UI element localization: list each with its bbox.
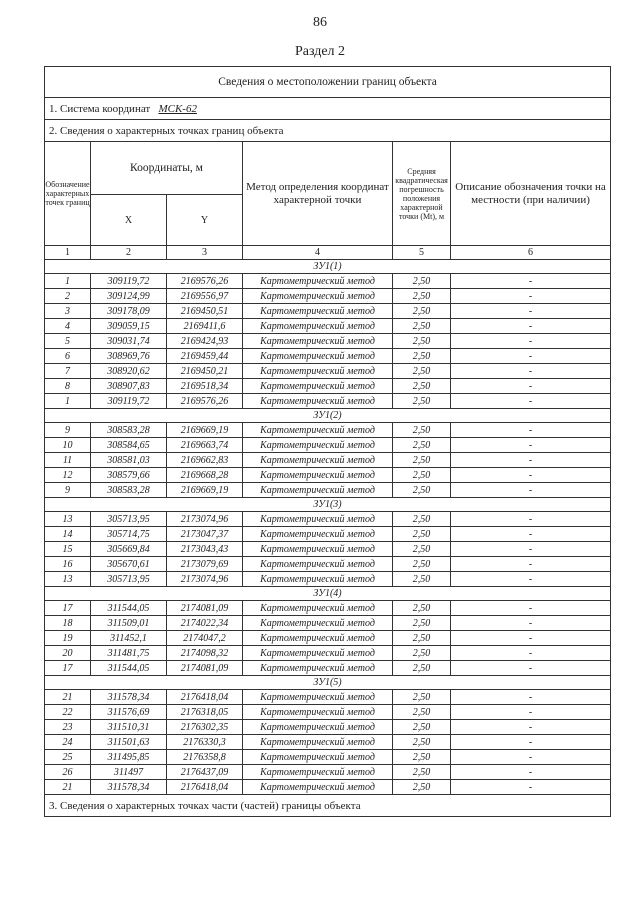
- x-cell: 311544,05: [91, 601, 167, 616]
- point-cell: 8: [45, 379, 91, 394]
- mt-cell: 2,50: [393, 750, 451, 765]
- point-cell: 21: [45, 780, 91, 795]
- y-cell: 2169576,26: [167, 394, 243, 409]
- method-cell: Картометрический метод: [243, 750, 393, 765]
- column-number: 6: [451, 246, 611, 260]
- description-cell: -: [451, 468, 611, 483]
- y-cell: 2169669,19: [167, 483, 243, 498]
- x-cell: 309178,09: [91, 304, 167, 319]
- y-cell: 2174081,09: [167, 661, 243, 676]
- description-cell: -: [451, 483, 611, 498]
- x-cell: 311576,69: [91, 705, 167, 720]
- x-cell: 308583,28: [91, 423, 167, 438]
- description-cell: -: [451, 349, 611, 364]
- method-cell: Картометрический метод: [243, 334, 393, 349]
- point-cell: 26: [45, 765, 91, 780]
- table-row: [45, 690, 611, 705]
- y-cell: 2176418,04: [167, 690, 243, 705]
- mt-cell: 2,50: [393, 453, 451, 468]
- column-number: 4: [243, 246, 393, 260]
- table-row: [45, 364, 611, 379]
- method-cell: Картометрический метод: [243, 319, 393, 334]
- group-row: [45, 498, 611, 512]
- y-cell: 2173079,69: [167, 557, 243, 572]
- method-cell: Картометрический метод: [243, 483, 393, 498]
- table-row: [45, 542, 611, 557]
- description-cell: -: [451, 453, 611, 468]
- x-cell: 311495,85: [91, 750, 167, 765]
- mt-cell: 2,50: [393, 527, 451, 542]
- method-cell: Картометрический метод: [243, 690, 393, 705]
- table-row: [45, 616, 611, 631]
- x-cell: 309059,15: [91, 319, 167, 334]
- table-row: [45, 394, 611, 409]
- point-cell: 2: [45, 289, 91, 304]
- mt-cell: 2,50: [393, 646, 451, 661]
- x-cell: 308907,83: [91, 379, 167, 394]
- group-row: [45, 409, 611, 423]
- method-cell: Картометрический метод: [243, 289, 393, 304]
- point-cell: 18: [45, 616, 91, 631]
- header-point-designation: Обозначение характерных точек границ: [45, 142, 91, 246]
- y-cell: 2176437,09: [167, 765, 243, 780]
- description-cell: -: [451, 334, 611, 349]
- method-cell: Картометрический метод: [243, 720, 393, 735]
- method-cell: Картометрический метод: [243, 438, 393, 453]
- x-cell: 308581,03: [91, 453, 167, 468]
- column-number: 3: [167, 246, 243, 260]
- x-cell: 309119,72: [91, 274, 167, 289]
- description-cell: -: [451, 631, 611, 646]
- description-cell: -: [451, 512, 611, 527]
- description-cell: -: [451, 616, 611, 631]
- method-cell: Картометрический метод: [243, 423, 393, 438]
- description-cell: -: [451, 557, 611, 572]
- method-cell: Картометрический метод: [243, 379, 393, 394]
- mt-cell: 2,50: [393, 705, 451, 720]
- y-cell: 2169556,97: [167, 289, 243, 304]
- column-number: 5: [393, 246, 451, 260]
- mt-cell: 2,50: [393, 304, 451, 319]
- x-cell: 309119,72: [91, 394, 167, 409]
- description-cell: -: [451, 765, 611, 780]
- point-cell: 3: [45, 304, 91, 319]
- y-cell: 2169518,34: [167, 379, 243, 394]
- point-cell: 23: [45, 720, 91, 735]
- y-cell: 2176358,8: [167, 750, 243, 765]
- table-row: [45, 631, 611, 646]
- description-cell: -: [451, 304, 611, 319]
- table-row: [45, 512, 611, 527]
- description-cell: -: [451, 364, 611, 379]
- y-cell: 2169576,26: [167, 274, 243, 289]
- y-cell: 2173074,96: [167, 512, 243, 527]
- table-row: [45, 483, 611, 498]
- x-cell: 308579,66: [91, 468, 167, 483]
- method-cell: Картометрический метод: [243, 661, 393, 676]
- point-cell: 9: [45, 483, 91, 498]
- header-method: Метод определения координат характерной точки: [243, 142, 393, 246]
- group-row: [45, 587, 611, 601]
- x-cell: 311501,63: [91, 735, 167, 750]
- mt-cell: 2,50: [393, 319, 451, 334]
- description-cell: -: [451, 690, 611, 705]
- table-row: [45, 304, 611, 319]
- y-cell: 2169662,83: [167, 453, 243, 468]
- y-cell: 2174098,32: [167, 646, 243, 661]
- method-cell: Картометрический метод: [243, 453, 393, 468]
- table-row: [45, 601, 611, 616]
- point-cell: 22: [45, 705, 91, 720]
- x-cell: 309124,99: [91, 289, 167, 304]
- y-cell: 2173074,96: [167, 572, 243, 587]
- mt-cell: 2,50: [393, 542, 451, 557]
- y-cell: 2176418,04: [167, 780, 243, 795]
- mt-cell: 2,50: [393, 735, 451, 750]
- x-cell: 309031,74: [91, 334, 167, 349]
- mt-cell: 2,50: [393, 334, 451, 349]
- table-row: [45, 468, 611, 483]
- y-cell: 2169450,21: [167, 364, 243, 379]
- x-cell: 311481,75: [91, 646, 167, 661]
- method-cell: Картометрический метод: [243, 735, 393, 750]
- y-cell: 2174047,2: [167, 631, 243, 646]
- mt-cell: 2,50: [393, 557, 451, 572]
- table-row: [45, 572, 611, 587]
- table-row: [45, 720, 611, 735]
- description-cell: -: [451, 319, 611, 334]
- method-cell: Картометрический метод: [243, 364, 393, 379]
- description-cell: -: [451, 750, 611, 765]
- x-cell: 311509,01: [91, 616, 167, 631]
- x-cell: 305714,75: [91, 527, 167, 542]
- x-cell: 308969,76: [91, 349, 167, 364]
- group-row: [45, 260, 611, 274]
- description-cell: -: [451, 394, 611, 409]
- mt-cell: 2,50: [393, 274, 451, 289]
- group-row: [45, 676, 611, 690]
- x-cell: 308584,65: [91, 438, 167, 453]
- y-cell: 2176318,05: [167, 705, 243, 720]
- mt-cell: 2,50: [393, 349, 451, 364]
- header-y: Y: [167, 195, 243, 246]
- mt-cell: 2,50: [393, 364, 451, 379]
- method-cell: Картометрический метод: [243, 349, 393, 364]
- point-cell: 7: [45, 364, 91, 379]
- y-cell: 2169663,74: [167, 438, 243, 453]
- coord-system-row: [45, 98, 611, 120]
- table-row: [45, 349, 611, 364]
- table-row: [45, 765, 611, 780]
- description-cell: -: [451, 661, 611, 676]
- x-cell: 311578,34: [91, 690, 167, 705]
- header-x: X: [91, 195, 167, 246]
- point-cell: 16: [45, 557, 91, 572]
- y-cell: 2173043,43: [167, 542, 243, 557]
- mt-cell: 2,50: [393, 720, 451, 735]
- description-cell: -: [451, 438, 611, 453]
- x-cell: 311452,1: [91, 631, 167, 646]
- description-cell: -: [451, 735, 611, 750]
- point-cell: 6: [45, 349, 91, 364]
- points-info: 2. Сведения о характерных точках границ объекта: [45, 120, 611, 142]
- table-row: [45, 334, 611, 349]
- mt-cell: 2,50: [393, 631, 451, 646]
- mt-cell: 2,50: [393, 423, 451, 438]
- mt-cell: 2,50: [393, 289, 451, 304]
- point-cell: 10: [45, 438, 91, 453]
- description-cell: -: [451, 542, 611, 557]
- point-cell: 12: [45, 468, 91, 483]
- group-name: ЗУ1(1): [45, 260, 611, 274]
- description-cell: -: [451, 705, 611, 720]
- method-cell: Картометрический метод: [243, 304, 393, 319]
- table-row: [45, 780, 611, 795]
- point-cell: 20: [45, 646, 91, 661]
- x-cell: 311497: [91, 765, 167, 780]
- mt-cell: 2,50: [393, 616, 451, 631]
- point-cell: 4: [45, 319, 91, 334]
- table-row: [45, 527, 611, 542]
- mt-cell: 2,50: [393, 661, 451, 676]
- section-title: Раздел 2: [294, 44, 346, 59]
- mt-cell: 2,50: [393, 438, 451, 453]
- method-cell: Картометрический метод: [243, 601, 393, 616]
- y-cell: 2176330,3: [167, 735, 243, 750]
- method-cell: Картометрический метод: [243, 557, 393, 572]
- coord-system-value: МСК-62: [158, 102, 197, 115]
- table-row: [45, 705, 611, 720]
- description-cell: -: [451, 527, 611, 542]
- method-cell: Картометрический метод: [243, 542, 393, 557]
- method-cell: Картометрический метод: [243, 274, 393, 289]
- x-cell: 305713,95: [91, 512, 167, 527]
- point-cell: 1: [45, 394, 91, 409]
- group-name: ЗУ1(3): [45, 498, 611, 512]
- point-cell: 17: [45, 601, 91, 616]
- y-cell: 2169411,6: [167, 319, 243, 334]
- description-cell: -: [451, 274, 611, 289]
- point-cell: 17: [45, 661, 91, 676]
- method-cell: Картометрический метод: [243, 468, 393, 483]
- method-cell: Картометрический метод: [243, 765, 393, 780]
- point-cell: 21: [45, 690, 91, 705]
- y-cell: 2176302,35: [167, 720, 243, 735]
- table-row: [45, 289, 611, 304]
- y-cell: 2174022,34: [167, 616, 243, 631]
- x-cell: 311544,05: [91, 661, 167, 676]
- description-cell: -: [451, 646, 611, 661]
- point-cell: 9: [45, 423, 91, 438]
- table-row: [45, 319, 611, 334]
- y-cell: 2173047,37: [167, 527, 243, 542]
- mt-cell: 2,50: [393, 468, 451, 483]
- parts-info: 3. Сведения о характерных точках части (частей) границы объекта: [45, 795, 611, 817]
- table-row: [45, 379, 611, 394]
- table-row: [45, 423, 611, 438]
- table-row: [45, 735, 611, 750]
- description-cell: -: [451, 572, 611, 587]
- x-cell: 305713,95: [91, 572, 167, 587]
- y-cell: 2169669,19: [167, 423, 243, 438]
- x-cell: 305670,61: [91, 557, 167, 572]
- method-cell: Картометрический метод: [243, 780, 393, 795]
- description-cell: -: [451, 423, 611, 438]
- x-cell: 308920,62: [91, 364, 167, 379]
- method-cell: Картометрический метод: [243, 527, 393, 542]
- point-cell: 19: [45, 631, 91, 646]
- description-cell: -: [451, 289, 611, 304]
- y-cell: 2169459,44: [167, 349, 243, 364]
- point-cell: 24: [45, 735, 91, 750]
- point-cell: 13: [45, 572, 91, 587]
- method-cell: Картометрический метод: [243, 646, 393, 661]
- description-cell: -: [451, 379, 611, 394]
- table-row: [45, 750, 611, 765]
- page-number: 86: [313, 15, 327, 30]
- coord-system-label: 1. Система координат: [49, 102, 151, 115]
- table-row: [45, 646, 611, 661]
- mt-cell: 2,50: [393, 379, 451, 394]
- mt-cell: 2,50: [393, 483, 451, 498]
- header-description: Описание обозначения точки на местности (при наличии): [451, 142, 611, 246]
- y-cell: 2174081,09: [167, 601, 243, 616]
- y-cell: 2169668,28: [167, 468, 243, 483]
- mt-cell: 2,50: [393, 690, 451, 705]
- group-name: ЗУ1(5): [45, 676, 611, 690]
- y-cell: 2169424,93: [167, 334, 243, 349]
- point-cell: 1: [45, 274, 91, 289]
- mt-cell: 2,50: [393, 780, 451, 795]
- y-cell: 2169450,51: [167, 304, 243, 319]
- description-cell: -: [451, 720, 611, 735]
- description-cell: -: [451, 780, 611, 795]
- table-row: [45, 453, 611, 468]
- group-name: ЗУ1(2): [45, 409, 611, 423]
- method-cell: Картометрический метод: [243, 616, 393, 631]
- point-cell: 5: [45, 334, 91, 349]
- x-cell: 311578,34: [91, 780, 167, 795]
- point-cell: 11: [45, 453, 91, 468]
- mt-cell: 2,50: [393, 512, 451, 527]
- method-cell: Картометрический метод: [243, 394, 393, 409]
- mt-cell: 2,50: [393, 601, 451, 616]
- x-cell: 311510,31: [91, 720, 167, 735]
- method-cell: Картометрический метод: [243, 512, 393, 527]
- point-cell: 13: [45, 512, 91, 527]
- x-cell: 308583,28: [91, 483, 167, 498]
- table-row: [45, 274, 611, 289]
- mt-cell: 2,50: [393, 394, 451, 409]
- table-row: [45, 661, 611, 676]
- header-coordinates: Координаты, м: [91, 142, 243, 195]
- group-name: ЗУ1(4): [45, 587, 611, 601]
- table-row: [45, 438, 611, 453]
- method-cell: Картометрический метод: [243, 705, 393, 720]
- column-number: 1: [45, 246, 91, 260]
- method-cell: Картометрический метод: [243, 631, 393, 646]
- header-accuracy: Средняя квадратическая погрешность положения характерной точки (Mt), м: [393, 142, 451, 246]
- mt-cell: 2,50: [393, 765, 451, 780]
- point-cell: 14: [45, 527, 91, 542]
- point-cell: 25: [45, 750, 91, 765]
- point-cell: 15: [45, 542, 91, 557]
- column-number: 2: [91, 246, 167, 260]
- mt-cell: 2,50: [393, 572, 451, 587]
- method-cell: Картометрический метод: [243, 572, 393, 587]
- boundary-table: [44, 66, 611, 817]
- description-cell: -: [451, 601, 611, 616]
- x-cell: 305669,84: [91, 542, 167, 557]
- table-title: Сведения о местоположении границ объекта: [45, 67, 611, 98]
- table-row: [45, 557, 611, 572]
